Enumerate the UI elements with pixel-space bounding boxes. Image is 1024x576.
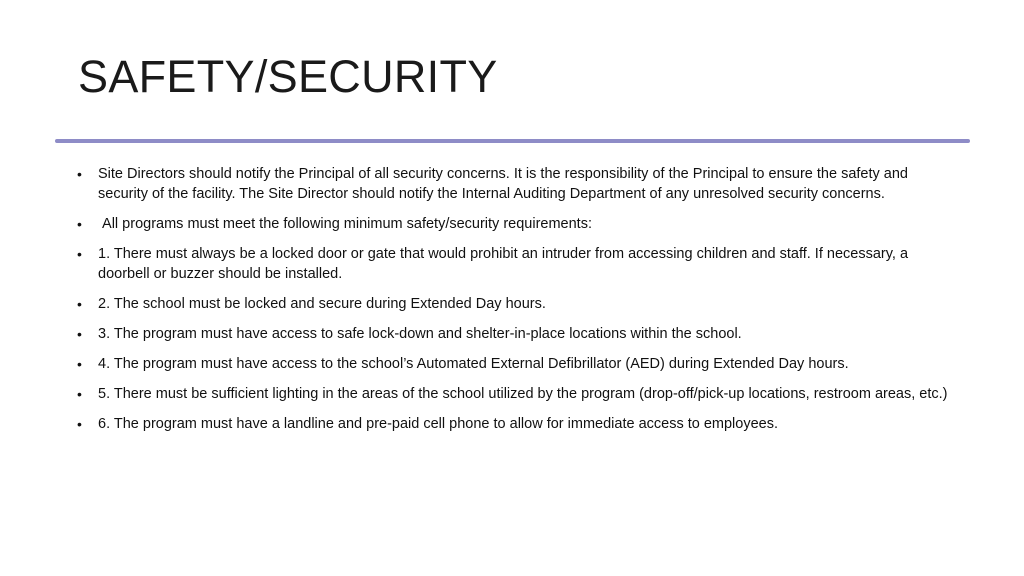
bullet-icon: • (77, 166, 82, 182)
bullet-text: 5. There must be sufficient lighting in the areas of the school utilized by the program (drop-off/pick-up locations, restroom areas, etc.) (98, 386, 948, 402)
bullet-icon: • (77, 326, 82, 342)
slide-title: SAFETY/SECURITY (78, 51, 498, 102)
bullet-text: 1. There must always be a locked door or gate that would prohibit an intruder from accessing children and staff. If necessary, a doorbell or buzzer should be installed. (98, 246, 909, 282)
list-item (77, 164, 952, 204)
bullet-icon: • (77, 416, 82, 432)
list-item (77, 244, 952, 284)
title-divider (55, 139, 970, 143)
bullet-text: 3. The program must have access to safe lock-down and shelter-in-place locations within the school. (98, 326, 742, 342)
list-item (77, 324, 952, 344)
bullet-text: 4. The program must have access to the school’s Automated External Defibrillator (AED) during Extended Day hours. (98, 356, 849, 372)
list-item (77, 354, 952, 374)
bullet-icon: • (77, 356, 82, 372)
bullet-text: Site Directors should notify the Principal of all security concerns. It is the responsibility of the Principal to ensure the safety and security of the facility. The Site Director should notify the Internal Auditing Department of any unresolved security concerns. (98, 166, 908, 202)
list-item (77, 414, 952, 434)
list-item (77, 384, 952, 404)
list-item (77, 214, 952, 234)
bullet-text: 6. The program must have a landline and pre-paid cell phone to allow for immediate access to employees. (98, 416, 778, 432)
list-item (77, 294, 952, 314)
bullet-list (77, 164, 952, 444)
bullet-text: All programs must meet the following minimum safety/security requirements: (98, 216, 592, 232)
bullet-icon: • (77, 296, 82, 312)
bullet-icon: • (77, 246, 82, 262)
bullet-text: 2. The school must be locked and secure during Extended Day hours. (98, 296, 546, 312)
bullet-icon: • (77, 386, 82, 402)
bullet-icon: • (77, 216, 82, 232)
